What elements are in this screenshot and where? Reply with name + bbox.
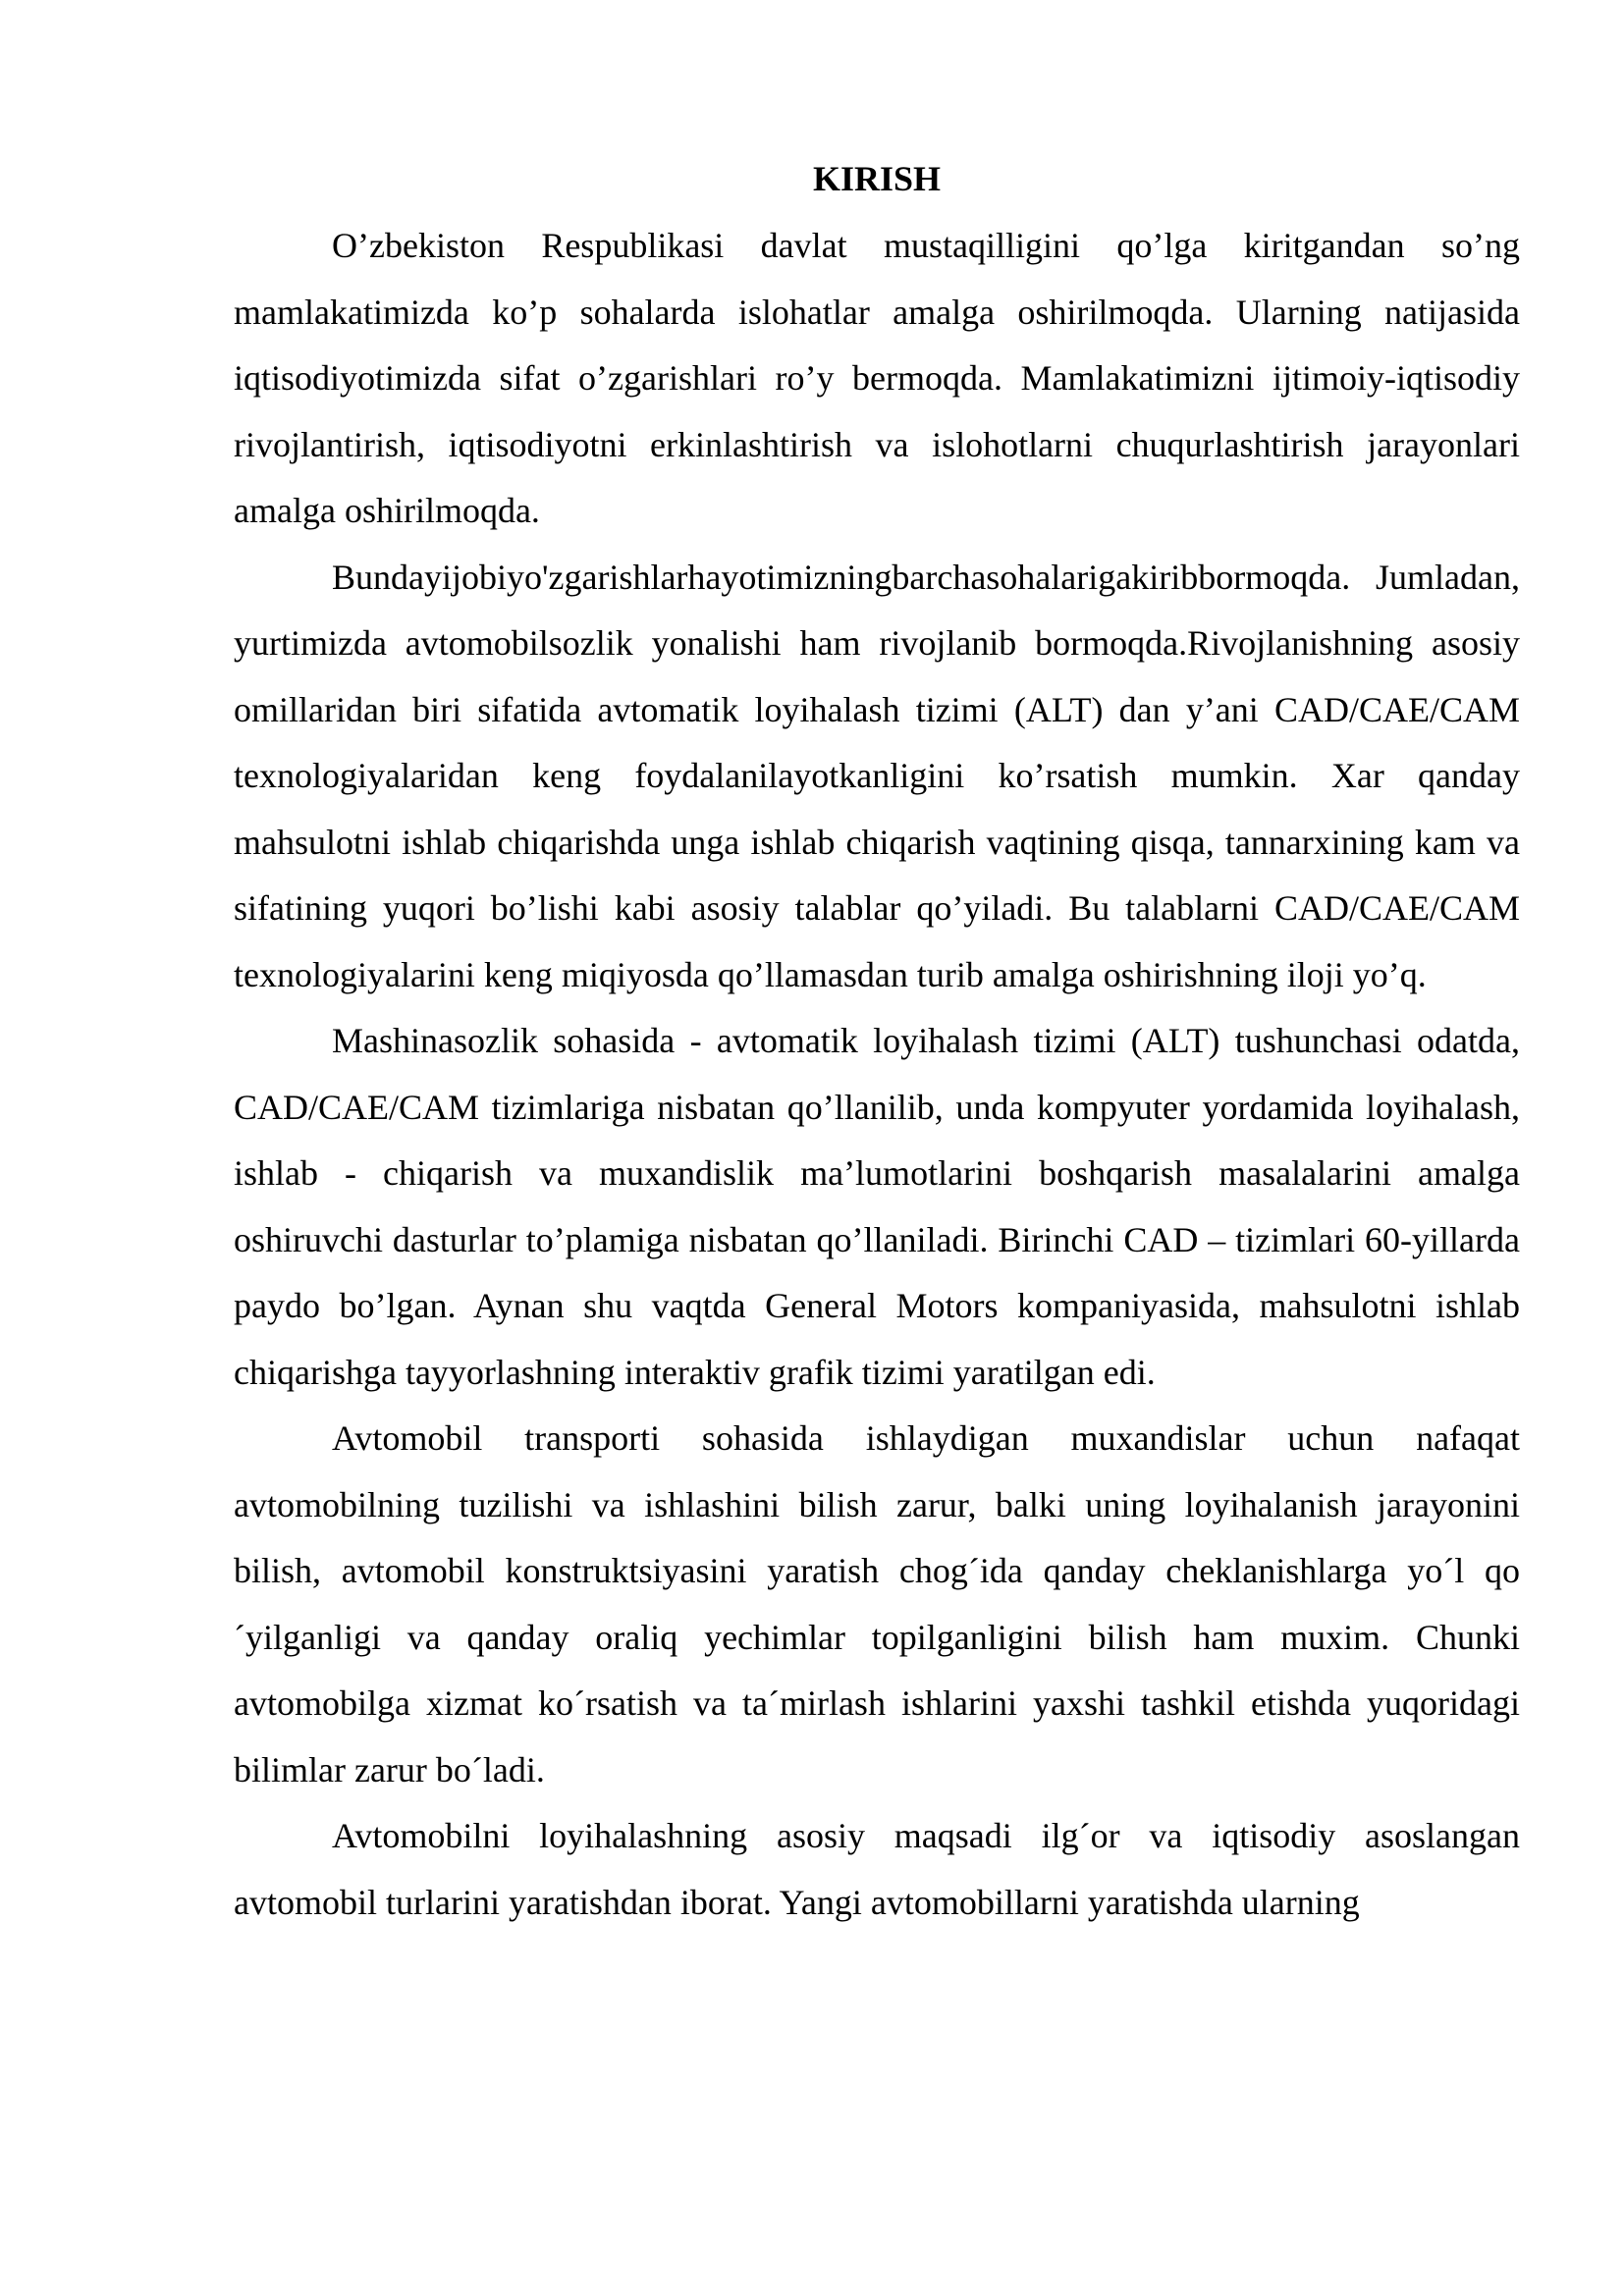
paragraph-5: Avtomobilni loyihalashning asosiy maqsadi ilg´or va iqtisodiy asoslangan avtomobil turlarini yaratishdan iborat. Yangi avtomobillarni yaratishda ularning (234, 1816, 1520, 1922)
page-title: KIRISH (812, 159, 942, 198)
paragraph-3: Mashinasozlik sohasida - avtomatik loyihalash tizimi (ALT) tushunchasi odatda, CAD/CAE/CAM tizimlariga nisbatan qo’llanilib, unda kompyuter yordamida loyihalash, ishlab - chiqarish va muxandislik ma’lumotlarini boshqarish masalalarini amalga oshiruvchi dasturlar to’plamiga nisbatan qo’llaniladi. Birinchi CAD – tizimlari 60-yillarda paydo bo’lgan. Aynan shu vaqtda General Motors kompaniyasida, mahsulotni ishlab chiqarishga tayyorlashning interaktiv grafik tizimi yaratilgan edi. (234, 1021, 1520, 1392)
paragraph-1: O’zbekiston Respublikasi davlat mustaqilligini qo’lga kiritgandan so’ng mamlakatimizda ko’p sohalarda islohatlar amalga oshirilmoqda. Ularning natijasida iqtisodiyotimizda sifat o’zgarishlari ro’y bermoqda. Mamlakatimizni ijtimoiy-iqtisodiy rivojlantirish, iqtisodiyotni erkinlashtirish va islohotlarni chuqurlashtirish jarayonlari amalga oshirilmoqda. (234, 226, 1520, 530)
paragraph-2: Bundayijobiyo'zgarishlarhayotimizningbarchasohalarigakiribbormoqda. Jumladan, yurtimizda avtomobilsozlik yonalishi ham rivojlanib bormoqda.Rivojlanishning asosiy omillaridan biri sifatida avtomatik loyihalash tizimi (ALT) dan y’ani CAD/CAE/CAM texnologiyalaridan keng foydalanilayotkanligini ko’rsatish mumkin. Xar qanday mahsulotni ishlab chiqarishda unga ishlab chiqarish vaqtining qisqa, tannarxining kam va sifatining yuqori bo’lishi kabi asosiy talablar qo’yiladi. Bu talablarni CAD/CAE/CAM texnologiyalarini keng miqiyosda qo’llamasdan turib amalga oshirishning iloji yo’q. (234, 557, 1520, 994)
document-body (234, 149, 1520, 1936)
paragraph-4: Avtomobil transporti sohasida ishlaydigan muxandislar uchun nafaqat avtomobilning tuzilishi va ishlashini bilish zarur, balki uning loyihalanish jarayonini bilish, avtomobil konstruktsiyasini yaratish chog´ida qanday cheklanishlarga yo´l qo´yilganligi va qanday oraliq yechimlar topilganligini bilish ham muxim. Chunki avtomobilga xizmat ko´rsatish va ta´mirlash ishlarini yaxshi tashkil etishda yuqoridagi bilimlar zarur bo´ladi. (234, 1418, 1520, 1789)
